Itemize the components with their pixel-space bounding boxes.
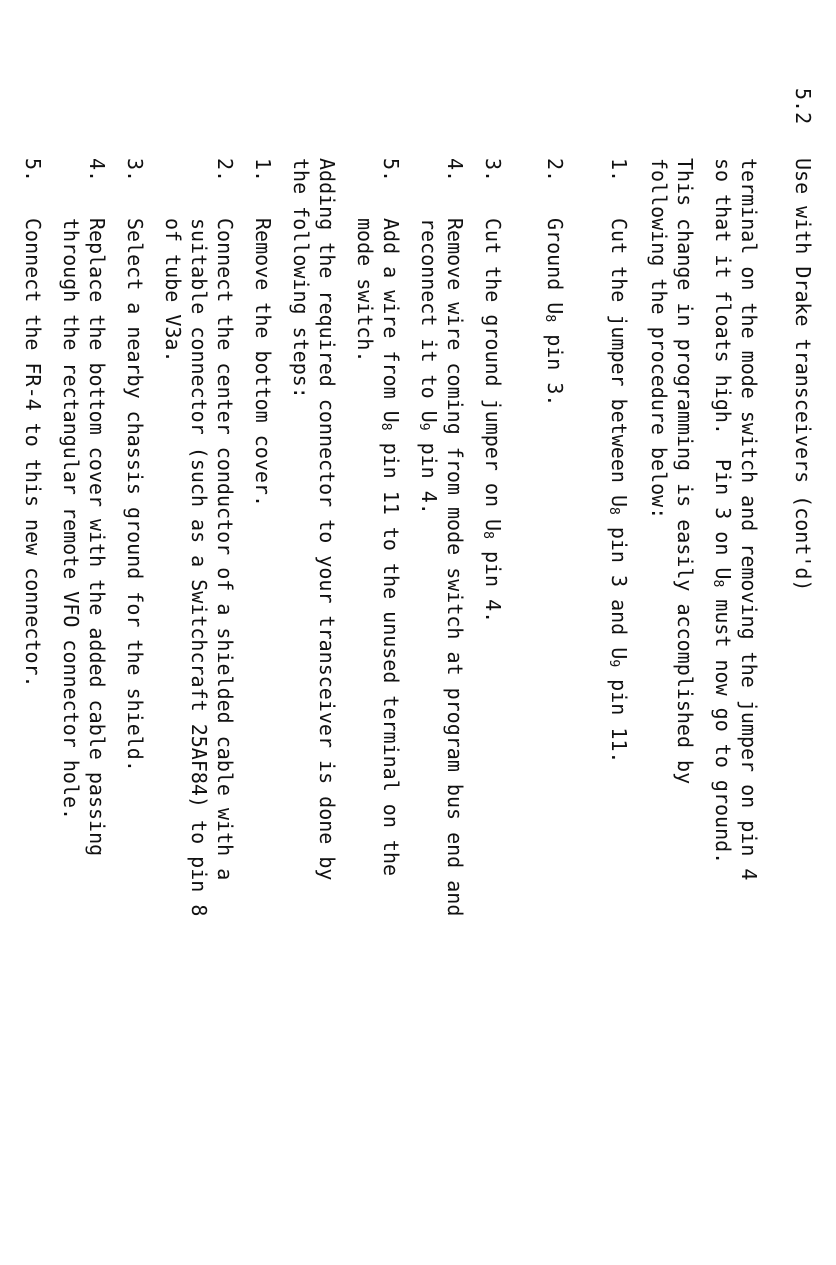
section-number: 5.2 <box>791 88 815 125</box>
step-b-3-text: Select a nearby chassis ground for the shield. <box>123 218 147 772</box>
step-b-2-text-1: Connect the center conductor of a shielded cable with a <box>213 218 237 881</box>
intro-line-2: so that it floats high. Pin 3 on $U_8$ must now go to ground. <box>710 158 735 865</box>
step-b-4-number: 4. <box>85 158 109 183</box>
step-b-2-text-3: of tube V3a. <box>161 218 185 363</box>
step-b-1-text: Remove the bottom cover. <box>251 218 275 507</box>
step-a-1-number: 1. <box>607 158 631 183</box>
program-line-1: This change in programming is easily accomplished by <box>673 158 697 785</box>
intro-line-1: terminal on the mode switch and removing the jumper on pin 4 <box>737 158 761 881</box>
step-b-4-text-2: through the rectangular remote VFO connector hole. <box>59 218 83 821</box>
step-a-4-number: 4. <box>443 158 467 183</box>
step-a-2-number: 2. <box>543 158 567 183</box>
step-b-5-text: Connect the FR-4 to this new connector. <box>21 218 45 688</box>
connector-intro-line-2: the following steps: <box>289 158 313 399</box>
step-b-1-number: 1. <box>251 158 275 183</box>
step-b-3-number: 3. <box>123 158 147 183</box>
step-a-3-text: Cut the ground jumper on $U_8$ pin 4. <box>480 218 505 624</box>
step-b-4-text-1: Replace the bottom cover with the added cable passing <box>85 218 109 857</box>
step-a-5-text-1: Add a wire from $U_8$ pin 11 to the unused terminal on the <box>378 218 403 877</box>
step-a-4-text-1: Remove wire coming from mode switch at program bus end and <box>443 218 467 917</box>
step-b-5-number: 5. <box>21 158 45 183</box>
step-b-2-text-2: suitable connector (such as a Switchcraft 25AF84) to pin 8 <box>187 218 211 917</box>
step-a-1-text: Cut the jumper between $U_8$ pin 3 and $U_9$ pin 11. <box>606 218 631 764</box>
connector-intro-line-1: Adding the required connector to your transceiver is done by <box>315 158 339 881</box>
program-line-2: following the procedure below: <box>647 158 671 520</box>
step-b-2-number: 2. <box>213 158 237 183</box>
step-a-4-text-2: reconnect it to $U_9$ pin 4. <box>416 218 441 515</box>
section-header: Use with Drake transceivers (cont'd) <box>791 158 815 592</box>
step-a-5-number: 5. <box>379 158 403 183</box>
step-a-5-text-2: mode switch. <box>353 218 377 363</box>
step-a-3-number: 3. <box>481 158 505 183</box>
step-a-2-text: Ground $U_8$ pin 3. <box>542 218 567 407</box>
